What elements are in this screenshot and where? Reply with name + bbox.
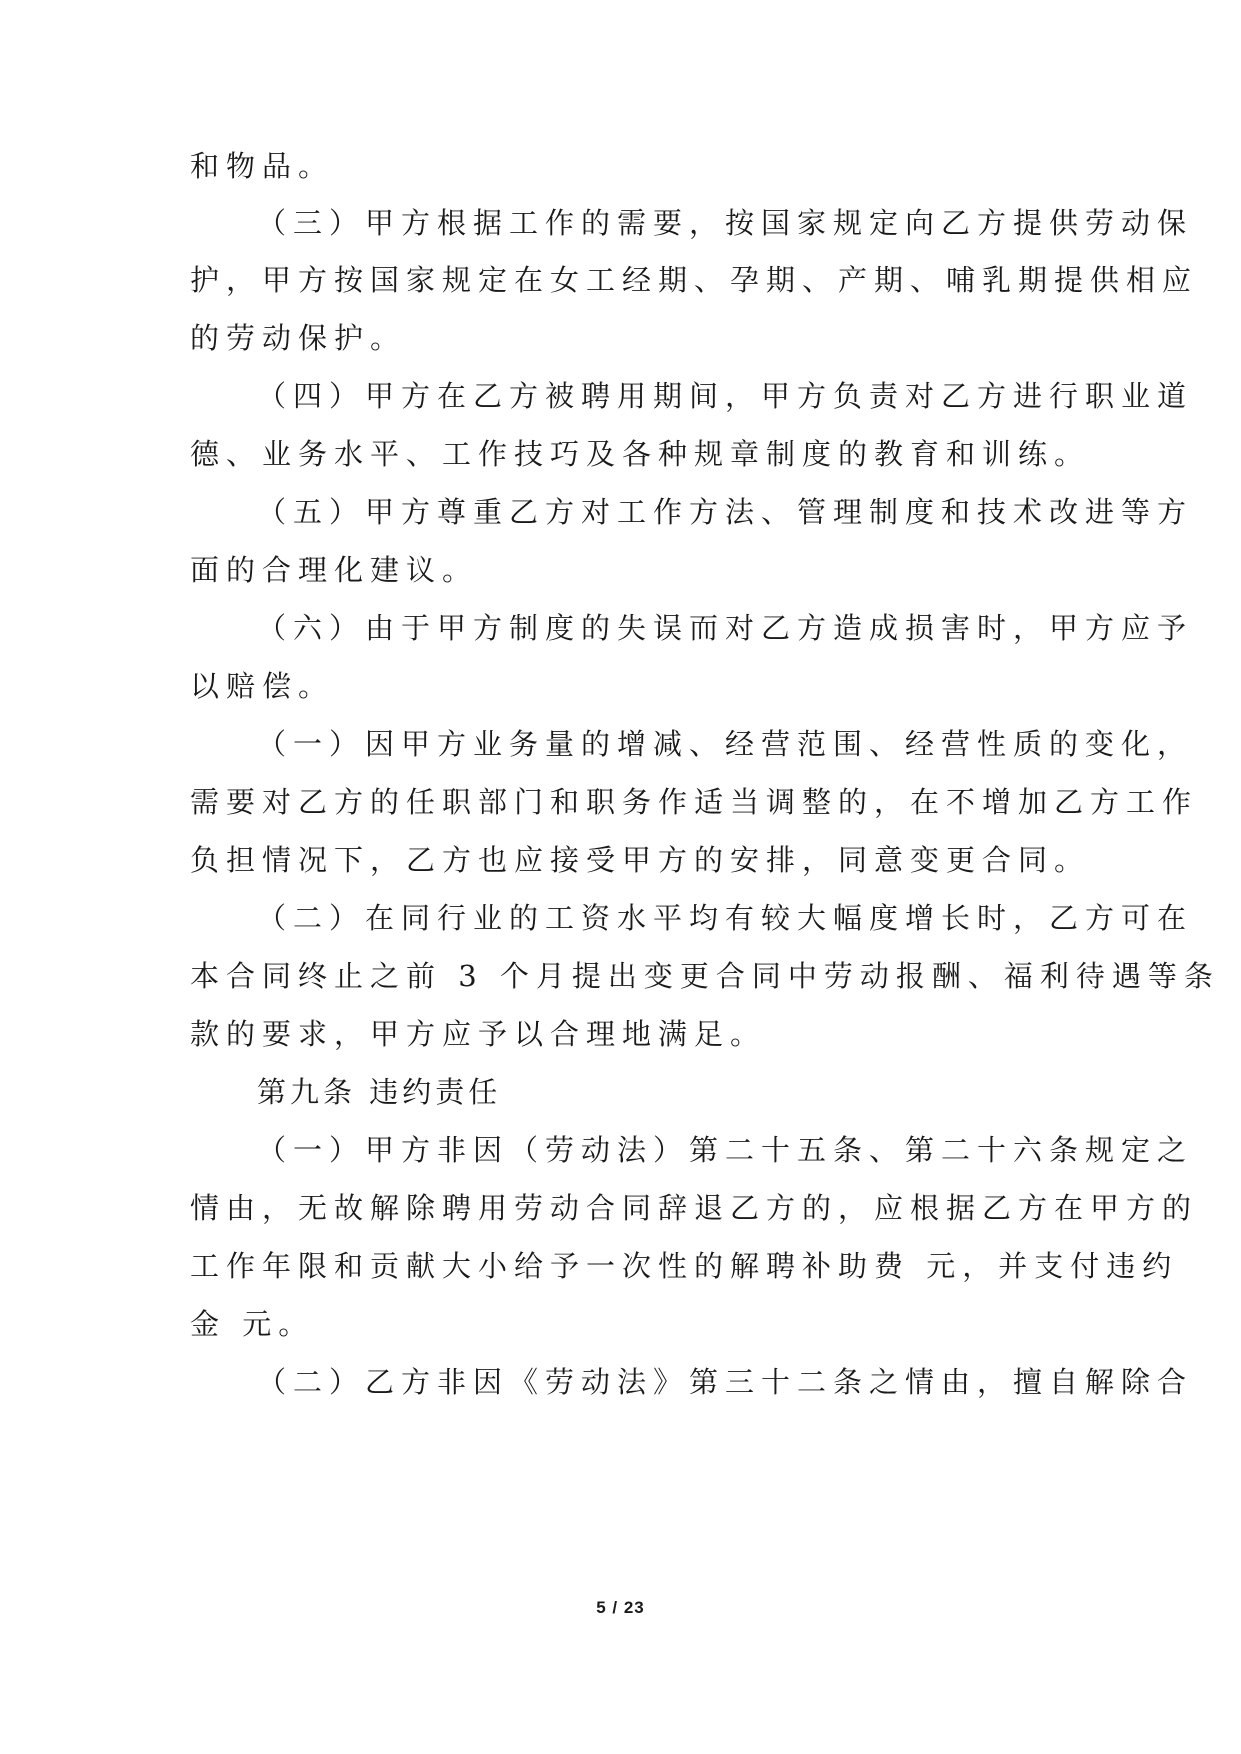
text-line: 工作年限和贡献大小给予一次性的解聘补助费 元，并支付违约	[190, 1249, 1179, 1283]
text-line: （六）由于甲方制度的失误而对乙方造成损害时，甲方应予	[257, 611, 1194, 645]
text-line: （四）甲方在乙方被聘用期间，甲方负责对乙方进行职业道	[257, 379, 1194, 413]
text-line: （三）甲方根据工作的需要，按国家规定向乙方提供劳动保	[257, 206, 1194, 240]
text-line: （一）因甲方业务量的增减、经营范围、经营性质的变化，	[257, 727, 1194, 761]
text-line: 护，甲方按国家规定在女工经期、孕期、产期、哺乳期提供相应	[190, 263, 1199, 297]
text-line: 的劳动保护。	[190, 321, 407, 355]
text-line: （二）乙方非因《劳动法》第三十二条之情由，擅自解除合	[257, 1365, 1194, 1399]
text-line: 金 元。	[190, 1307, 315, 1341]
text-line: （五）甲方尊重乙方对工作方法、管理制度和技术改进等方	[257, 495, 1194, 529]
text-line: 面的合理化建议。	[190, 553, 479, 587]
section-heading: 第九条 违约责任	[257, 1075, 502, 1109]
text-line: 款的要求，甲方应予以合理地满足。	[190, 1017, 767, 1051]
text-line: 负担情况下，乙方也应接受甲方的安排，同意变更合同。	[190, 843, 1091, 877]
text-line: （一）甲方非因（劳动法）第二十五条、第二十六条规定之	[257, 1133, 1194, 1167]
page-number: 5 / 23	[596, 1598, 645, 1617]
text-line: 情由，无故解除聘用劳动合同辞退乙方的，应根据乙方在甲方的	[190, 1191, 1199, 1225]
text-line: 德、业务水平、工作技巧及各种规章制度的教育和训练。	[190, 437, 1091, 471]
text-line: 本合同终止之前 3 个月提出变更合同中劳动报酬、福利待遇等条	[190, 959, 1220, 993]
text-line: 和物品。	[190, 149, 335, 183]
text-line: （二）在同行业的工资水平均有较大幅度增长时，乙方可在	[257, 901, 1194, 935]
text-line: 以赔偿。	[190, 669, 335, 703]
text-line: 需要对乙方的任职部门和职务作适当调整的，在不增加乙方工作	[190, 785, 1199, 819]
